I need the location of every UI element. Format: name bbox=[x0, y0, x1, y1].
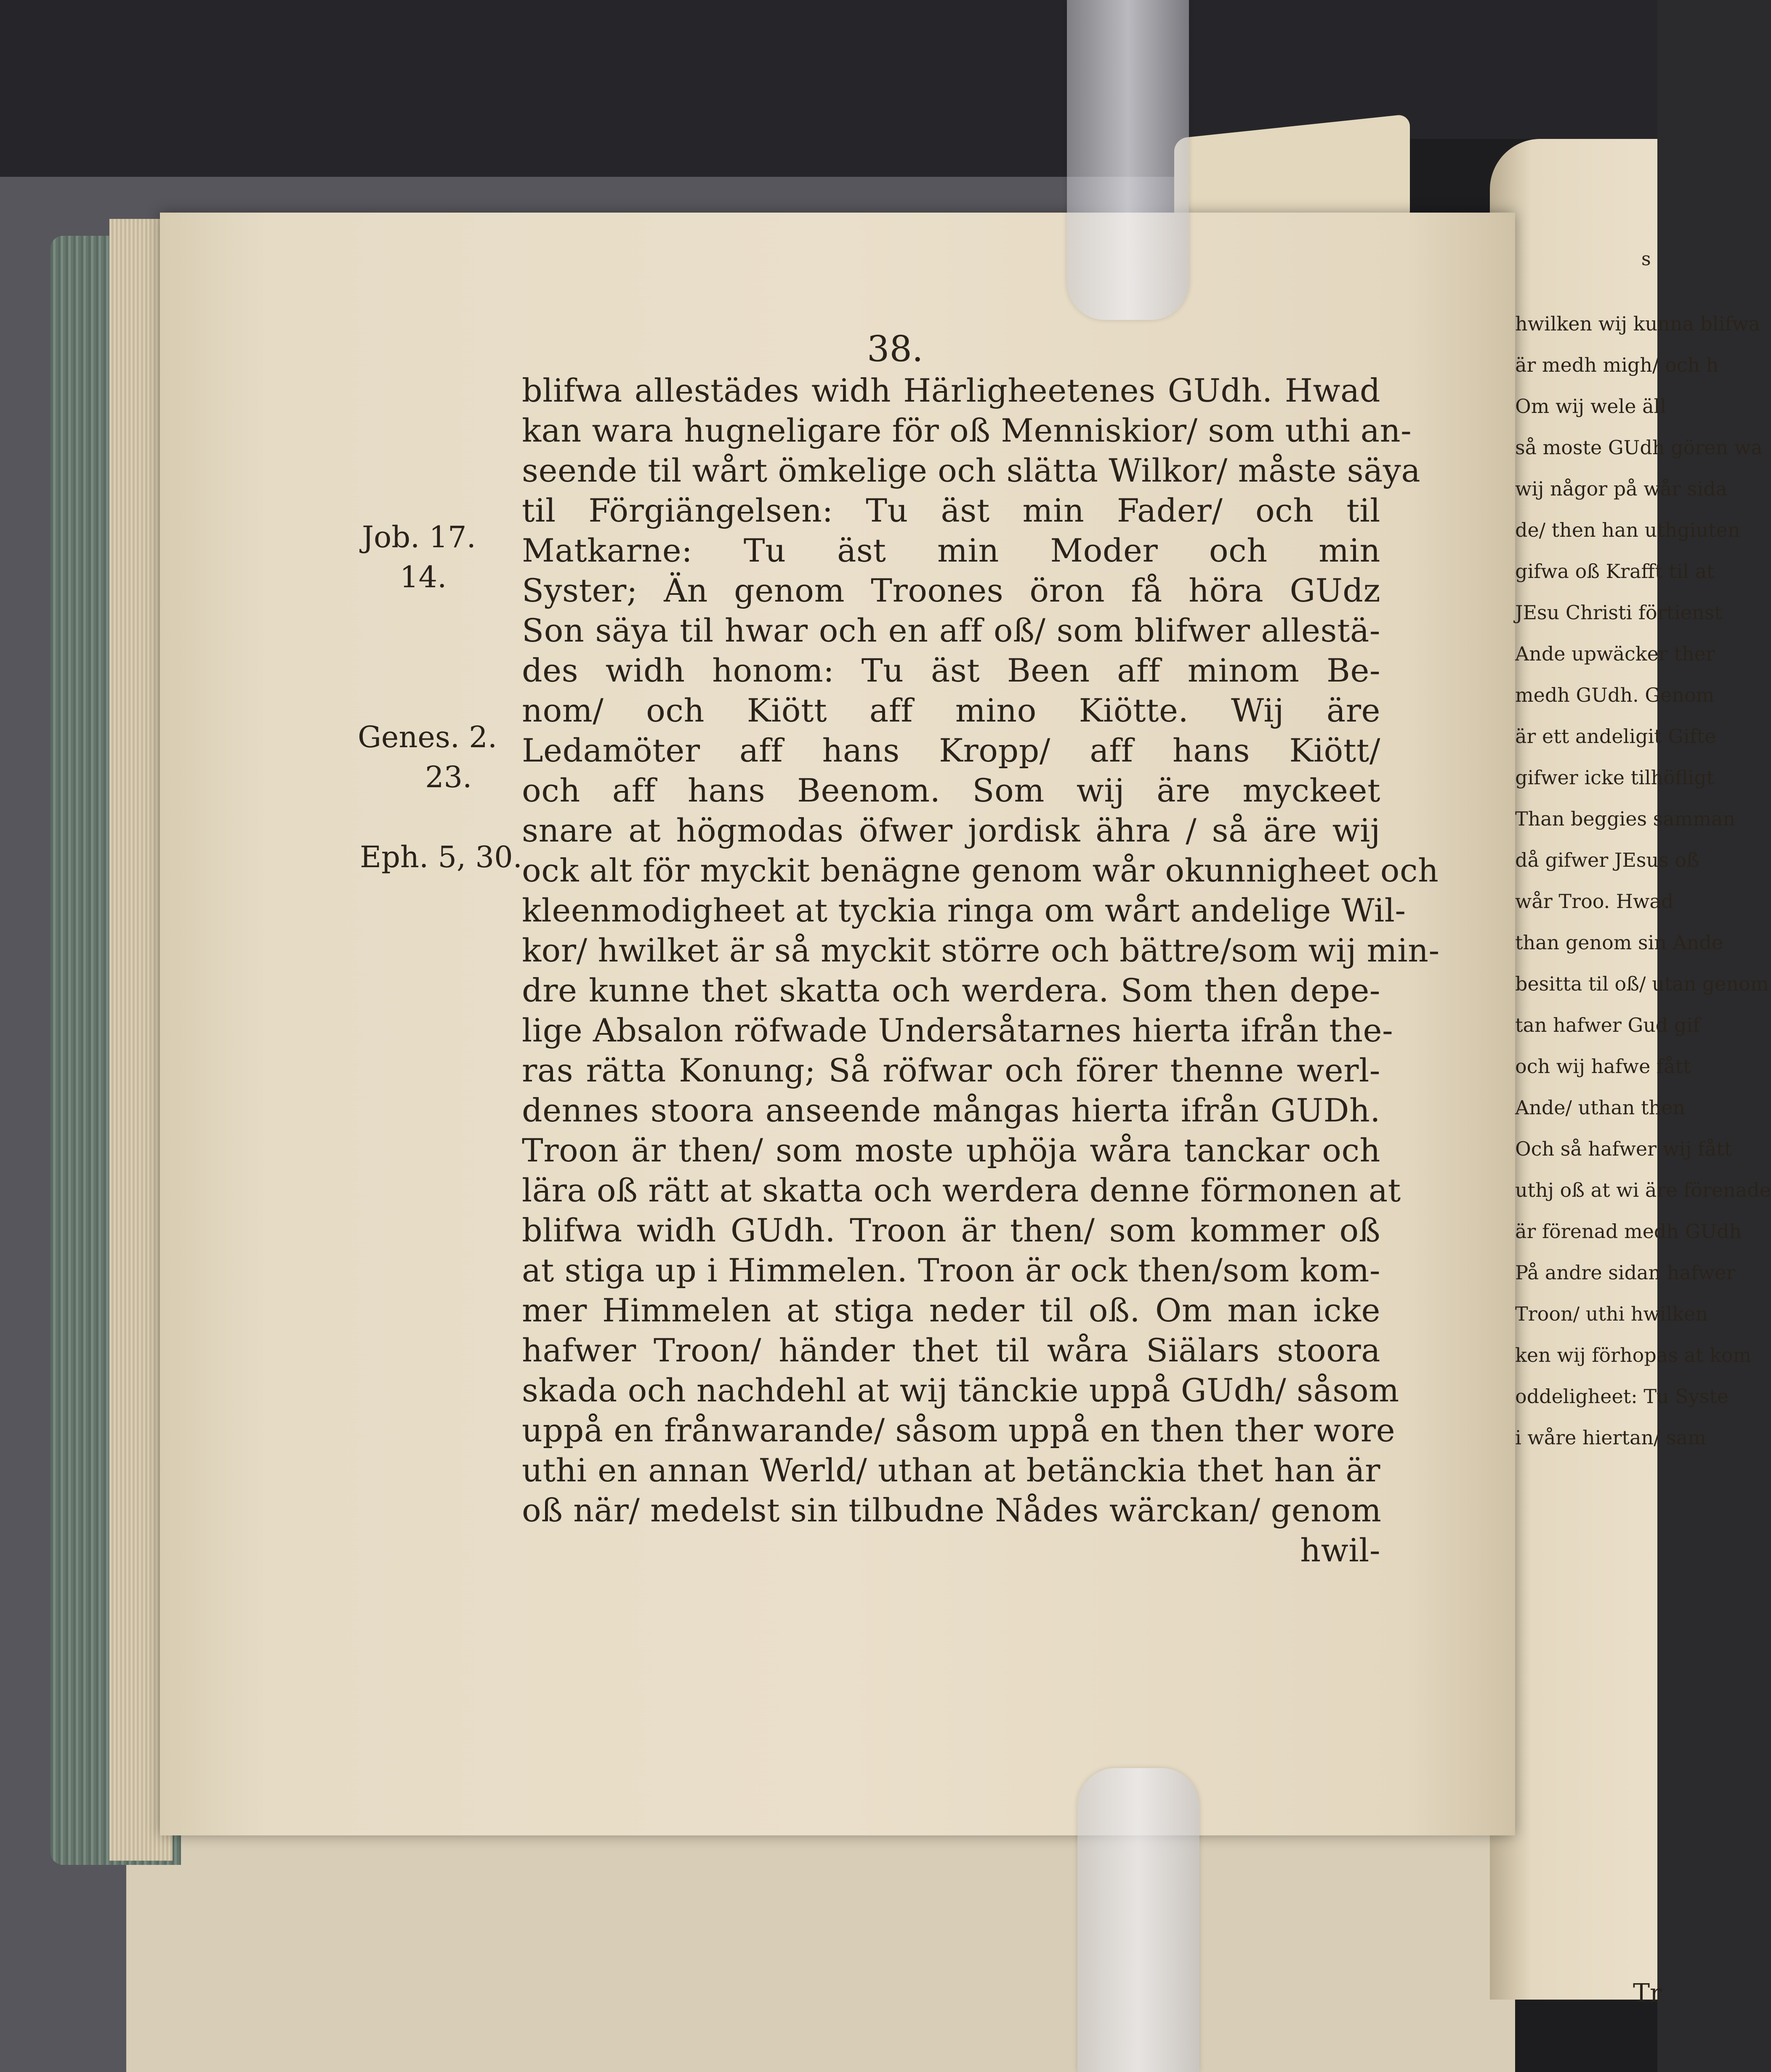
facing-page-line: Och så hafwer wij fått bbox=[1515, 1137, 1732, 1160]
facing-page-line: så moste GUdh gören wa bbox=[1515, 436, 1763, 459]
facing-page-top-fragment: s bbox=[1641, 248, 1651, 270]
text-line: ras rätta Konung; Så röfwar och förer thenne werl- bbox=[522, 1052, 1380, 1089]
facing-page-line: besitta til oß/ utan genom bbox=[1515, 972, 1769, 995]
facing-page-line: gifwa oß Krafft til at bbox=[1515, 560, 1715, 583]
text-line: Syster; Än genom Troones öron få höra GUdz bbox=[522, 572, 1380, 609]
text-line: kleenmodigheet at tyckia ringa om wårt andelige Wil- bbox=[522, 892, 1406, 929]
facing-page-line: ken wij förhopas at kom bbox=[1515, 1344, 1752, 1366]
text-line: skada och nachdehl at wij tänckie uppå GUdh/ såsom bbox=[522, 1372, 1399, 1409]
text-line: dennes stoora anseende mångas hierta ifrån GUDh. bbox=[522, 1092, 1380, 1129]
text-line: snare at högmodas öfwer jordisk ähra / så äre wij bbox=[522, 812, 1380, 849]
page-clip-bottom bbox=[1077, 1768, 1199, 2072]
text-line: hwil- bbox=[1300, 1531, 1380, 1569]
facing-page-bottom-fragment: Tr bbox=[1633, 1979, 1662, 2008]
text-line: oß när/ medelst sin tilbudne Nådes wärckan/ genom bbox=[522, 1491, 1382, 1529]
text-line: seende til wårt ömkelige och slätta Wilkor/ måste säya bbox=[522, 452, 1421, 489]
facing-page-line: wår Troo. Hwad bbox=[1515, 890, 1674, 913]
text-line: des widh honom: Tu äst Been aff minom Be- bbox=[522, 652, 1380, 689]
text-line: nom/ och Kiött aff mino Kiötte. Wij äre bbox=[522, 692, 1380, 729]
text-line: kor/ hwilket är så myckit större och bättre/som wij min- bbox=[522, 932, 1440, 969]
facing-page-line: är medh migh/ och h bbox=[1515, 354, 1719, 376]
page-number: 38. bbox=[867, 328, 923, 370]
facing-page-line: Ande upwäcker ther bbox=[1515, 642, 1715, 665]
facing-page-line: Than beggies samman bbox=[1515, 807, 1736, 830]
facing-page-line: i wåre hiertan/ sam bbox=[1515, 1426, 1706, 1449]
text-line: til Förgiängelsen: Tu äst min Fader/ och til bbox=[522, 492, 1380, 529]
facing-page-line: than genom sin Ande bbox=[1515, 931, 1723, 954]
text-line: ock alt för myckit benägne genom wår okunnigheet och bbox=[522, 852, 1439, 889]
margin-note-genes-verse: 23. bbox=[425, 760, 472, 794]
page-text bbox=[522, 370, 1440, 1570]
page-clip-top bbox=[1067, 0, 1189, 320]
text-line: at stiga up i Himmelen. Troon är ock then/som kom- bbox=[522, 1252, 1380, 1289]
text-line: mer Himmelen at stiga neder til oß. Om man icke bbox=[522, 1292, 1380, 1329]
text-line: Matkarne: Tu äst min Moder och min bbox=[522, 532, 1380, 569]
text-line: Son säya til hwar och en aff oß/ som blifwer allestä- bbox=[522, 612, 1380, 649]
facing-page-line: gifwer icke tilhöfligt bbox=[1515, 766, 1715, 789]
facing-page-line: På andre sidan hafwer bbox=[1515, 1261, 1736, 1284]
facing-page-line: medh GUdh. Genom bbox=[1515, 684, 1715, 706]
facing-page-line: oddeligheet: Tu Syste bbox=[1515, 1385, 1729, 1408]
facing-page-line: Troon/ uthi hwilken bbox=[1515, 1302, 1708, 1325]
text-line: lige Absalon röfwade Undersåtarnes hierta ifrån the- bbox=[522, 1012, 1393, 1049]
text-line: och aff hans Beenom. Som wij äre myckeet bbox=[522, 772, 1380, 809]
text-line: hafwer Troon/ händer thet til wåra Siälars stoora bbox=[522, 1332, 1380, 1369]
margin-note-eph: Eph. 5, 30. bbox=[360, 840, 522, 874]
text-line: uppå en frånwarande/ såsom uppå en then ther wore bbox=[522, 1412, 1396, 1449]
facing-page-line: JEsu Christi förtienst bbox=[1515, 601, 1722, 624]
facing-page-line: är ett andeligit Gifte bbox=[1515, 725, 1716, 748]
text-line: dre kunne thet skatta och werdera. Som then depe- bbox=[522, 972, 1380, 1009]
margin-note-job-verse: 14. bbox=[400, 560, 447, 594]
facing-page-text bbox=[1515, 303, 1771, 1458]
facing-page-line: wij någor på wår sida bbox=[1515, 477, 1727, 500]
facing-page-line: är förenad medh GUdh bbox=[1515, 1220, 1742, 1243]
facing-page-line: och wij hafwe fått bbox=[1515, 1055, 1691, 1078]
text-line: uthi en annan Werld/ uthan at betänckia thet han är bbox=[522, 1451, 1380, 1489]
text-line: blifwa widh GUdh. Troon är then/ som kommer oß bbox=[522, 1212, 1380, 1249]
facing-page-line: då gifwer JEsus oß bbox=[1515, 849, 1699, 871]
text-line: Troon är then/ som moste uphöja wåra tanckar och bbox=[522, 1132, 1380, 1169]
margin-note-job: Job. 17. bbox=[362, 520, 476, 554]
facing-page-line: Ande/ uthan then bbox=[1515, 1096, 1686, 1119]
text-line: lära oß rätt at skatta och werdera denne förmonen at bbox=[522, 1172, 1401, 1209]
facing-page-line: de/ then han uthgiuten bbox=[1515, 519, 1740, 541]
facing-page-line: Om wij wele äll bbox=[1515, 395, 1666, 418]
facing-page-line: uthj oß at wi äre förenade bbox=[1515, 1179, 1771, 1201]
facing-page-line: tan hafwer Gud gif bbox=[1515, 1014, 1700, 1036]
facing-page-line: hwilken wij kunna blifwa bbox=[1515, 312, 1760, 335]
margin-note-genes: Genes. 2. bbox=[358, 720, 497, 754]
text-line: kan wara hugneligare för oß Menniskior/ som uthi an- bbox=[522, 412, 1412, 449]
book-block-below bbox=[126, 1810, 1515, 2072]
text-line: Ledamöter aff hans Kropp/ aff hans Kiött/ bbox=[522, 732, 1380, 769]
text-line: blifwa allestädes widh Härligheetenes GUdh. Hwad bbox=[522, 372, 1380, 409]
